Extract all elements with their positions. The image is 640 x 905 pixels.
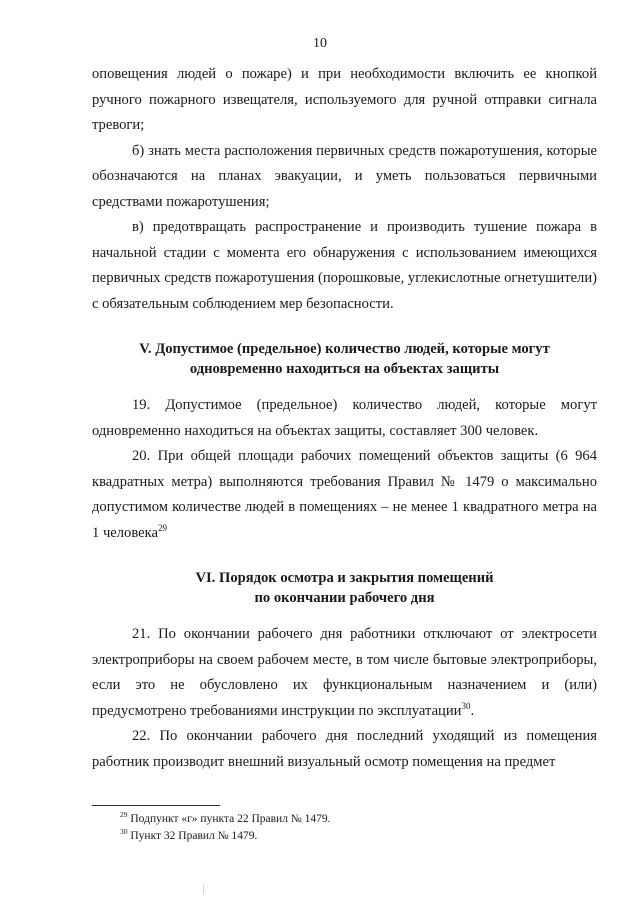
footnote-30-mark: 30 <box>120 827 128 837</box>
paragraph-21 <box>92 622 597 724</box>
document-body <box>92 62 597 775</box>
paragraph-v: в) предотвращать распространение и производить тушение пожара в начальной стадии с момента его обнаружения с использованием имеющихся первичных средств пожаротушения (порошковые, углекислотные огнетушители) с обязательным соблюдением мер безопасности. <box>92 219 597 312</box>
section-5-heading <box>92 339 597 379</box>
footnote-ref-29: 29 <box>157 522 167 533</box>
paragraph-22: 22. По окончании рабочего дня последний уходящий из помещения работник производит внешний визуальный осмотр помещения на предмет <box>92 728 597 770</box>
footnote-separator <box>92 805 220 806</box>
paragraph-continuation: оповещения людей о пожаре) и при необходимости включить ее кнопкой ручного пожарного извещателя, используемого для ручной отправки сигнала тревоги; <box>92 66 597 133</box>
page-number: 10 <box>313 36 327 51</box>
section-5-title-line2: одновременно находиться на объектах защиты <box>189 361 500 377</box>
paragraph-21-end: . <box>470 702 475 719</box>
paragraph-19: 19. Допустимое (предельное) количество людей, которые могут одновременно находиться на объектах защиты, составляет 300 человек. <box>92 397 597 439</box>
paragraph-21-text: 21. По окончании рабочего дня работники отключают от электросети электроприборы на своем рабочем месте, в том числе бытовые электроприборы, если это не обусловлено их функциональным назначением и (или) предусмотрено требованиями инструкции по эксплуатации <box>92 626 597 719</box>
footnote-29-text: Подпункт «г» пункта 22 Правил № 1479. <box>127 813 331 825</box>
footnote-30 <box>120 828 590 845</box>
footnotes <box>120 811 590 845</box>
footnote-30-text: Пункт 32 Правил № 1479. <box>127 830 258 842</box>
section-6-title-line2: по окончании рабочего дня <box>254 590 435 606</box>
footnote-29 <box>120 811 590 828</box>
paragraph-20-text: 20. При общей площади рабочих помещений объектов защиты (6 964 квадратных метра) выполняются требования Правил № 1479 о максимально допустимом количестве людей в помещениях – не менее 1 квадратного метра на 1 человека <box>92 448 597 541</box>
footnote-29-mark: 29 <box>120 810 128 820</box>
footnote-ref-30: 30 <box>461 700 471 711</box>
section-5-title-line1: V. Допустимое (предельное) количество людей, которые могут <box>139 341 550 357</box>
paragraph-20 <box>92 444 597 546</box>
scan-artifact <box>203 884 204 894</box>
paragraph-b: б) знать места расположения первичных средств пожаротушения, которые обозначаются на планах эвакуации, и уметь пользоваться первичными средствами пожаротушения; <box>92 142 597 210</box>
section-6-title-line1: VI. Порядок осмотра и закрытия помещений <box>195 570 494 586</box>
section-6-heading <box>92 568 597 608</box>
